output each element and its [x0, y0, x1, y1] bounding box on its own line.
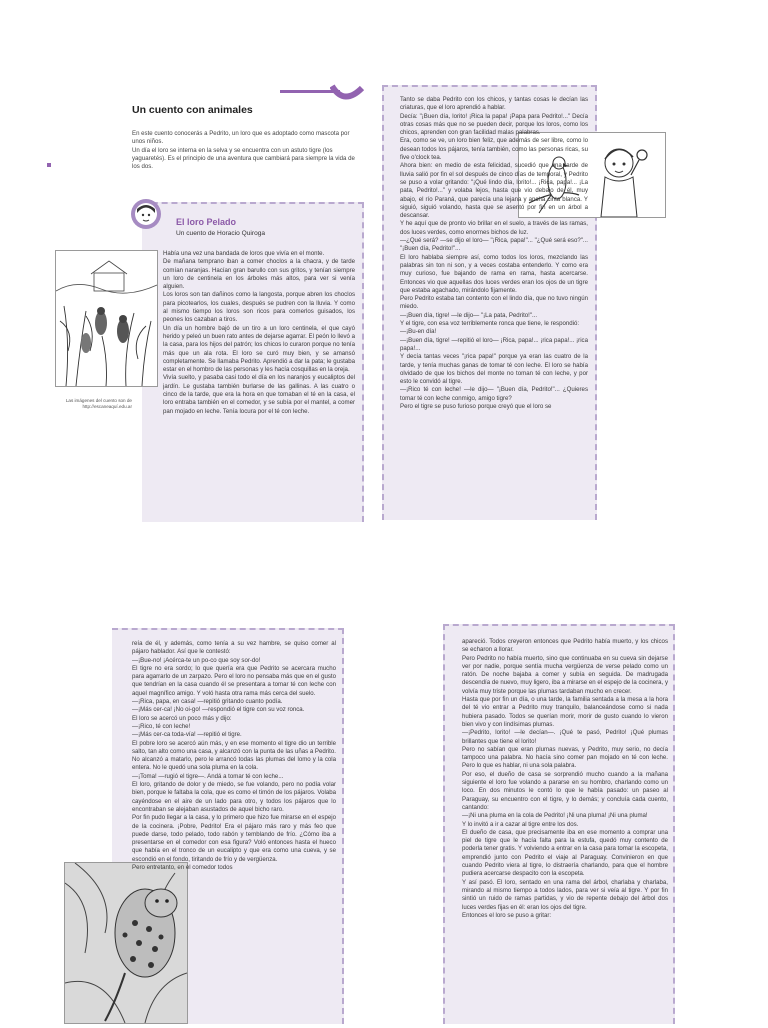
story-body-part-2: Tanto se daba Pedrito con los chicos, y tantas cosas le decían las criaturas, que el loro aprendió a hablar. Decía: "¡Buen día, lorito! ¡Rica la papa! ¡Papa para Pedrito!..." Decía otras cosas más que no se pueden decir, porque los loros, como los chicos, aprenden con gran facilidad malas palabras. Era, como se ve, un loro bien feliz, que además de ser libre, como lo desean todos los pájaros, tenía también, como las personas ricas, su five o'clock tea. Ahora bien: en medio de esta felicidad, sucedió que una tarde de lluvia salió por fin el sol después de cinco días de temporal, y Pedrito se puso a volar gritando: "¡Qué lindo día, lorito!... ¡Rica, papa!... ¡La pata, Pedrito!..." y volaba lejos, hasta que vio debajo de él, muy abajo, el río Paraná, que parecía una lejana y ancha cinta blanca. Y siguió, siguió volando, hasta que se asentó por fin en un árbol a descansar. Y he aquí que de pronto vio brillar en el suelo, a través de las ramas, dos luces verdes, como enormes bichos de luz. —¿Qué será? —se dijo el loro— "¡Rica, papa!"... "¿Qué será eso?"... "¡Buen día, Pedrito!"... El loro hablaba siempre así, como todos los loros, mezclando las palabras sin ton ni son, y a veces costaba entenderlo. Y como era muy curioso, fue bajando de rama en rama, hasta acercarse. Entonces vio que aquellas dos luces verdes eran los ojos de un tigre que estaba agachado, mirándolo fijamente. Pero Pedrito estaba tan contento con el lindo día, que no tuvo ningún miedo. —¡Buen día, tigre! —le dijo— "¡La pata, Pedrito!"... Y el tigre, con esa voz terriblemente ronca que tiene, le respondió: —¡Bu-en día! —¡Buen día, tigre! —repitió el loro— ¡Rica, papa!... ¡rica papa!... ¡rica papa!... Y decía tantas veces "¡rica papa!" porque ya eran las cuatro de la tarde, y tenía muchas ganas de tomar té con leche. El loro se había olvidado de que los bichos del monte no toman té con leche, y por esto le convidó al tigre. —¡Rico té con leche! —le dijo— "¡Buen día, Pedrito!"... ¿Quieres tomar té con leche conmigo, amigo tigre? Pero el tigre se puso furioso porque creyó que el loro se	[400, 96, 588, 410]
story-author: Un cuento de Horacio Quiroga	[176, 230, 266, 237]
reader-face-icon	[131, 199, 161, 229]
image-caption: Las imágenes del cuento son de http://escaneaquí.edu.ar	[65, 398, 132, 409]
story-body-part-1: Había una vez una bandada de loros que vivía en el monte. De mañana temprano iban a comer choclos a la chacra, y de tarde comían naranjas. Hacían gran barullo con sus gritos, y tenían siempre un loro de centinela en los árboles más altos, para ver si venía alguien. Los loros son tan dañinos como la langosta, porque abren los choclos para picotearlos, los cuales, después se pudren con la lluvia. Y como al mismo tiempo los loros son ricos para comerlos guisados, los peones los cazaban a tiros. Un día un hombre bajó de un tiro a un loro centinela, el que cayó herido y peleó un buen rato antes de dejarse agarrar. El peón lo llevó a la casa, para los hijos del patrón; los chicos lo curaron porque no tenía más que un ala rota. El loro se curó muy bien, y se amansó completamente. Se llamaba Pedrito. Aprendió a dar la pata; le gustaba estar en el hombro de las personas y les hacía cosquillas en la oreja. Vivía suelto, y pasaba casi todo el día en los naranjos y eucaliptos del jardín. Le gustaba también burlarse de las gallinas. A las cuatro o cinco de la tarde, que era la hora en que tomaban el té en la casa, el loro entraba también en el comedor, y se subía por el mantel, a comer pan mojado en leche. Tenía locura por el té con leche.	[163, 250, 355, 415]
story-body-part-4: apareció. Todos creyeron entonces que Pedrito había muerto, y los chicos se echaron a llorar. Pero Pedrito no había muerto, sino que continuaba en su cueva sin dejarse ver por nadie, porque sentía mucha vergüenza de verse pelado como un ratón. De noche bajaba a comer y subía en seguida. De madrugada descendía de nuevo, muy ligero, iba a mirarse en el espejo de la cocinera, y volvía muy triste porque las plumas tardaban mucho en crecer. Hasta que por fin un día, o una tarde, la familia sentada a la mesa a la hora del té vio entrar a Pedrito muy tranquilo, balanceándose como si nada hubiera pasado. Todos se querían morir, morir de gusto cuando lo vieron bien vivo y con lindísimas plumas. —¡Pedrito, lorito! —le decían—. ¡Qué te pasó, Pedrito! ¡Qué plumas brillantes que tiene el lorito! Pero no sabían que eran plumas nuevas, y Pedrito, muy serio, no decía tampoco una palabra. No hacía sino comer pan mojado en té con leche. Pero lo que es hablar, ni una sola palabra. Por eso, el dueño de casa se sorprendió mucho cuando a la mañana siguiente el loro fue volando a pararse en su hombro, charlando como un loco. En dos minutos le contó lo que le había pasado: un paseo al Paraguay, su encuentro con el tigre, y lo demás; y concluía cada cuento, cantando: —¡Ni una pluma en la cola de Pedrito! ¡Ni una pluma! ¡Ni una pluma! Y lo invitó a ir a cazar al tigre entre los dos. El dueño de casa, que precisamente iba en ese momento a comprar una piel de tigre que le hacía falta para la estufa, quedó muy contento de poderla tener gratis. Y volviendo a entrar en la casa para tomar la escopeta, emprendió junto con Pedrito el viaje al Paraguay. Convinieron en que cuando Pedrito viera al tigre, lo distraería charlando, para que el hombre pudiera acercarse despacito con la escopeta. Y así pasó. El loro, sentado en una rama del árbol, charlaba y charlaba, mirando al mismo tiempo a todos lados, para ver si veía al tigre. Y por fin sintió un ruido de ramas partidas, y vio de repente debajo del árbol dos luces verdes fijas en él: eran los ojos del tigre. Entonces el loro se puso a gritar:	[462, 638, 668, 919]
story-body-part-3: reía de él, y además, como tenía a su vez hambre, se quiso comer al pájaro hablador. Así que le contestó: —¡Bue-no! ¡Acérca-te un po-co que soy sor-do! El tigre no era sordo; lo que quería era que Pedrito se acercara mucho para agarrarlo de un zarpazo. Pero el loro no pensaba más que en el gusto que tendrían en la casa cuando él se presentara a tomar té con leche con aquel magnífico amigo. Y voló hasta otra rama más cerca del suelo. —¡Rica, papa, en casa! —repitió gritando cuanto podía. —¡Más cer-ca! ¡No oi-go! —respondió el tigre con su voz ronca. El loro se acercó un poco más y dijo: —¡Rico, té con leche! —¡Más cer-ca toda-vía! —repitió el tigre. El pobre loro se acercó aún más, y en ese momento el tigre dio un terrible salto, tan alto como una casa, y alcanzó con la punta de las uñas a Pedrito. No alcanzó a matarlo, pero le arrancó todas las plumas del lomo y la cola entera. No le quedó una sola pluma en la cola. —¡Toma! —rugió el tigre—. Andá a tomar té con leche... El loro, gritando de dolor y de miedo, se fue volando, pero no podía volar bien, porque le faltaba la cola, que es como el timón de los pájaros. Volaba cayéndose en el aire de un lado para otro, y todos los pájaros que lo encontraban se alejaban asustados de aquel bicho raro. Por fin pudo llegar a la casa, y lo primero que hizo fue mirarse en el espejo de la cocinera. ¡Pobre, Pedrito! Era el pájaro más raro y más feo que puede darse, todo pelado, todo rabón y temblando de frío. ¿Cómo iba a presentarse en el comedor con esa figura? Voló entonces hasta el hueco que había en el tronco de un eucalipto y que era como una cueva, y se escondió en el fondo, tiritando de frío y de vergüenza. Pero entretanto, en el comedor todos	[132, 640, 336, 872]
side-mark	[47, 163, 51, 167]
page-title: Un cuento con animales	[132, 104, 253, 116]
story-title: El loro Pelado	[176, 217, 237, 227]
page-intro: En este cuento conocerás a Pedrito, un loro que es adoptado como mascota por unos niños. Un día el loro se interna en la selva y se encuentra con un astuto tigre (los yaguaretés). Es el principio de una aventura que cambiará para siempre la vida de los dos.	[132, 130, 355, 171]
parrots-illustration	[55, 250, 158, 387]
decorative-header-arc	[330, 82, 364, 104]
story-icon	[131, 199, 161, 229]
